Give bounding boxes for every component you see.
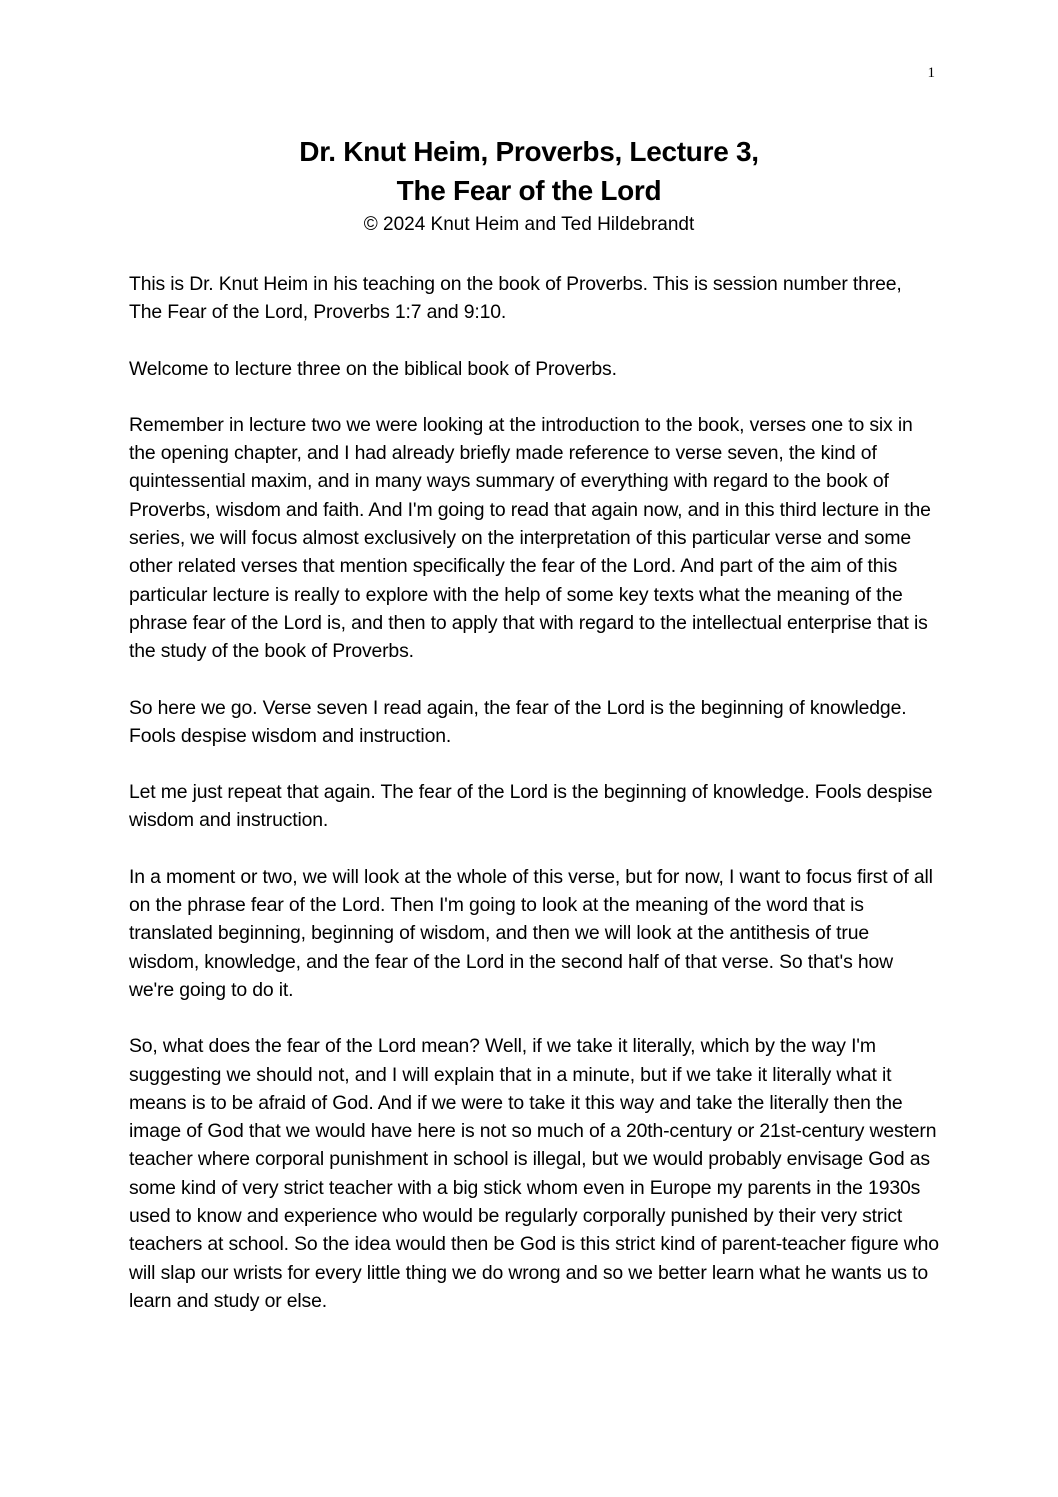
paragraph-plan: In a moment or two, we will look at the whole of this verse, but for now, I want to focus first of all on the phrase fear of the Lord. Then I'm going to look at the meaning of the word that is translated beginning, beginning of wisdom, and then we will look at the antithesis of true wisdom, knowledge, and the fear of the Lord in the second half of that verse. So that's how we're going to do it. xyxy=(129,865,933,1001)
document-body xyxy=(129,270,939,1343)
document-header xyxy=(0,132,1058,238)
document-title-line-1: Dr. Knut Heim, Proverbs, Lecture 3, xyxy=(299,136,759,167)
paragraph-intro: This is Dr. Knut Heim in his teaching on the book of Proverbs. This is session number three, The Fear of the Lord, Proverbs 1:7 and 9:10. xyxy=(129,273,902,324)
page-number: 1 xyxy=(927,65,935,81)
document-title-line-2: The Fear of the Lord xyxy=(396,175,662,206)
copyright-notice: © 2024 Knut Heim and Ted Hildebrandt xyxy=(363,214,695,235)
paragraph-welcome: Welcome to lecture three on the biblical book of Proverbs. xyxy=(129,357,617,380)
paragraph-lecture-recap: Remember in lecture two we were looking at the introduction to the book, verses one to six in the opening chapter, and I had already briefly made reference to verse seven, the kind of quintessential maxim, and in many ways summary of everything with regard to the book of Proverbs, wisdom and faith. And I'm going to read that again now, and in this third lecture in the series, we will focus almost exclusively on the interpretation of this particular verse and some other related verses that mention specifically the fear of the Lord. And part of the aim of this particular lecture is really to explore with the help of some key texts what the meaning of the phrase fear of the Lord is, and then to apply that with regard to the intellectual enterprise that is the study of the book of Proverbs. xyxy=(129,413,931,663)
paragraph-verse-seven: So here we go. Verse seven I read again, the fear of the Lord is the beginning of knowledge. Fools despise wisdom and instruction. xyxy=(129,696,907,747)
paragraph-repeat-verse: Let me just repeat that again. The fear of the Lord is the beginning of knowledge. Fools despise wisdom and instruction. xyxy=(129,781,933,832)
paragraph-meaning: So, what does the fear of the Lord mean? Well, if we take it literally, which by the way I'm suggesting we should not, and I will explain that in a minute, but if we take it literally what it means is to be afraid of God. And if we were to take it this way and take the literally then the image of God that we would have here is not so much of a 20th-century or 21st-century western teacher where corporal punishment in school is illegal, but we would probably envisage God as some kind of very strict teacher with a big stick whom even in Europe my parents in the 1930s used to know and experience who would be regularly corporally punished by their very strict teachers at school. So the idea would then be God is this strict kind of parent-teacher figure who will slap our wrists for every little thing we do wrong and so we better learn what he wants us to learn and study or else. xyxy=(129,1035,939,1312)
